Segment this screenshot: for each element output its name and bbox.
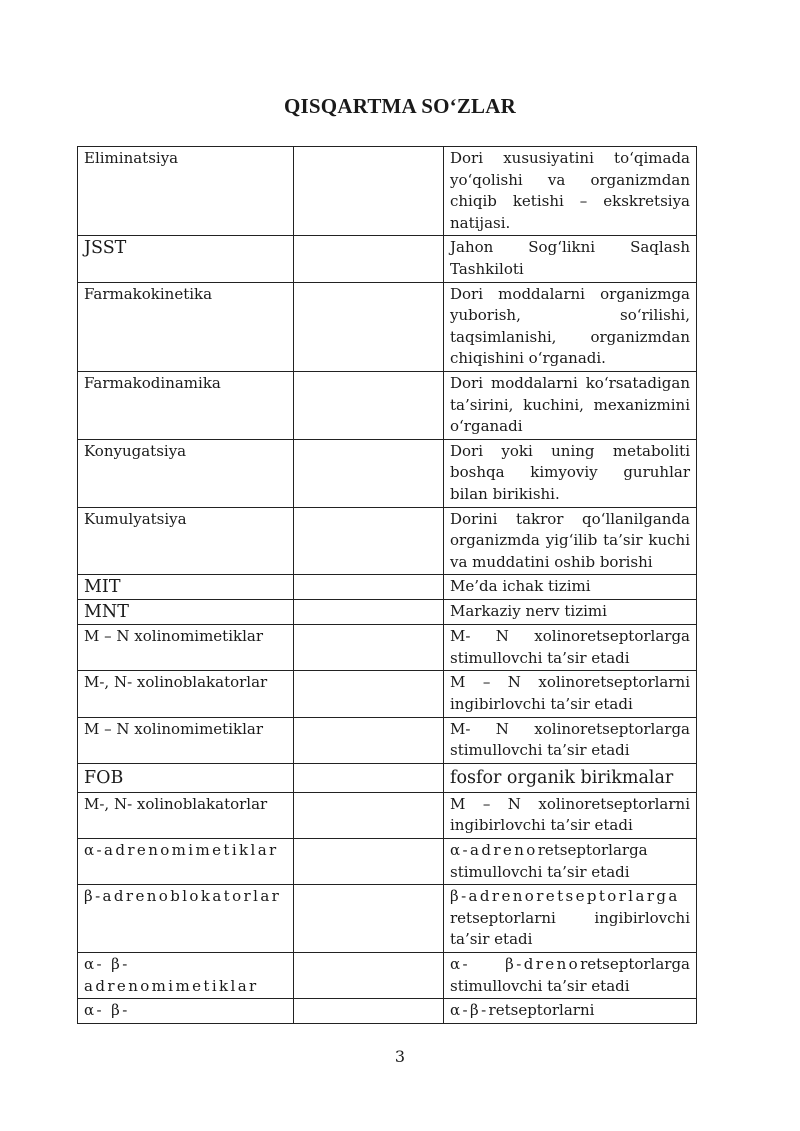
definition-cell: [444, 999, 697, 1024]
definition-cell: M- N xolinoretseptorlarga stimullovchi ta’sir etadi: [444, 625, 697, 671]
term-cell: β-adrenoblokatorlar: [78, 885, 294, 953]
term-cell: Farmakokinetika: [78, 282, 294, 371]
definition-cell: Dorini takror qo‘llanilganda organizmda yig‘ilib ta’sir kuchi va muddatini oshib borishi: [444, 507, 697, 575]
empty-cell: [294, 600, 444, 625]
term-cell: Kumulyatsiya: [78, 507, 294, 575]
definition-prefix: α- β-dreno: [450, 955, 581, 973]
term-cell: Farmakodinamika: [78, 371, 294, 439]
definition-cell: M – N xolinoretseptorlarni ingibirlovchi ta’sir etadi: [444, 671, 697, 717]
definition-cell: fosfor organik birikmalar: [444, 763, 697, 792]
term-cell: Konyugatsiya: [78, 439, 294, 507]
term-cell: M – N xolinomimetiklar: [78, 625, 294, 671]
term-cell: Eliminatsiya: [78, 147, 294, 236]
term-cell: FOB: [78, 763, 294, 792]
empty-cell: [294, 999, 444, 1024]
definition-cell: Dori xususiyatini to‘qimada yo‘qolishi va organizmdan chiqib ketishi – ekskretsiya natijasi.: [444, 147, 697, 236]
empty-cell: [294, 625, 444, 671]
term-cell: α- β-: [78, 999, 294, 1024]
definition-prefix: β-adrenoretseptorlarga: [450, 887, 680, 906]
definition-rest: retseptorlarni: [488, 1001, 595, 1020]
table-row: [78, 792, 697, 838]
table-row: [78, 839, 697, 885]
empty-cell: [294, 282, 444, 371]
empty-cell: [294, 792, 444, 838]
table-row: [78, 371, 697, 439]
term-cell: M-, N- xolinoblakatorlar: [78, 792, 294, 838]
definition-prefix: α-adreno: [450, 841, 538, 860]
empty-cell: [294, 236, 444, 282]
empty-cell: [294, 671, 444, 717]
empty-cell: [294, 439, 444, 507]
empty-cell: [294, 575, 444, 600]
term-cell: M-, N- xolinoblakatorlar: [78, 671, 294, 717]
empty-cell: [294, 717, 444, 763]
table-row: [78, 999, 697, 1024]
empty-cell: [294, 953, 444, 999]
empty-cell: [294, 147, 444, 236]
definition-cell: Jahon Sog‘likni Saqlash Tashkiloti: [444, 236, 697, 282]
abbreviations-table: [77, 146, 697, 1024]
definition-cell: Dori moddalarni organizmga yuborish, so‘rilishi, taqsimlanishi, organizmdan chiqishini o‘rganadi.: [444, 282, 697, 371]
table-row: [78, 885, 697, 953]
table-row: [78, 953, 697, 999]
definition-cell: [444, 839, 697, 885]
term-cell: M – N xolinomimetiklar: [78, 717, 294, 763]
page-number: 3: [394, 1047, 406, 1066]
table-row: [78, 717, 697, 763]
definition-rest: retseptorlarga stimullovchi ta’sir etadi: [450, 841, 648, 881]
definition-cell: Dori moddalarni ko‘rsatadigan ta’sirini, kuchini, mexanizmini o‘rganadi: [444, 371, 697, 439]
table-row: [78, 600, 697, 625]
table-row: [78, 439, 697, 507]
definition-rest: retseptorlarni ingibirlovchi ta’sir etadi: [450, 908, 690, 949]
definition-rest: retseptorlarga stimullovchi ta’sir etadi: [450, 955, 690, 995]
empty-cell: [294, 763, 444, 792]
definition-cell: Me’da ichak tizimi: [444, 575, 697, 600]
definition-cell: Dori yoki uning metaboliti boshqa kimyoviy guruhlar bilan birikishi.: [444, 439, 697, 507]
table-row: [78, 147, 697, 236]
table-row: [78, 282, 697, 371]
term-cell: MIT: [78, 575, 294, 600]
empty-cell: [294, 885, 444, 953]
definition-prefix: α-β-: [450, 1001, 489, 1020]
term-cell: JSST: [78, 236, 294, 282]
table-row: [78, 763, 697, 792]
definition-cell: M- N xolinoretseptorlarga stimullovchi ta’sir etadi: [444, 717, 697, 763]
empty-cell: [294, 839, 444, 885]
table-row: [78, 236, 697, 282]
term-cell: α- β- adrenomimetiklar: [78, 953, 294, 999]
definition-cell: Markaziy nerv tizimi: [444, 600, 697, 625]
definition-cell: [444, 953, 697, 999]
table-row: [78, 671, 697, 717]
term-cell: MNT: [78, 600, 294, 625]
page-title: QISQARTMA SO‘ZLAR: [284, 94, 516, 118]
empty-cell: [294, 371, 444, 439]
term-cell: α-adrenomimetiklar: [78, 839, 294, 885]
definition-cell: M – N xolinoretseptorlarni ingibirlovchi ta’sir etadi: [444, 792, 697, 838]
table-row: [78, 507, 697, 575]
empty-cell: [294, 507, 444, 575]
table-row: [78, 575, 697, 600]
definition-cell: [444, 885, 697, 953]
table-row: [78, 625, 697, 671]
